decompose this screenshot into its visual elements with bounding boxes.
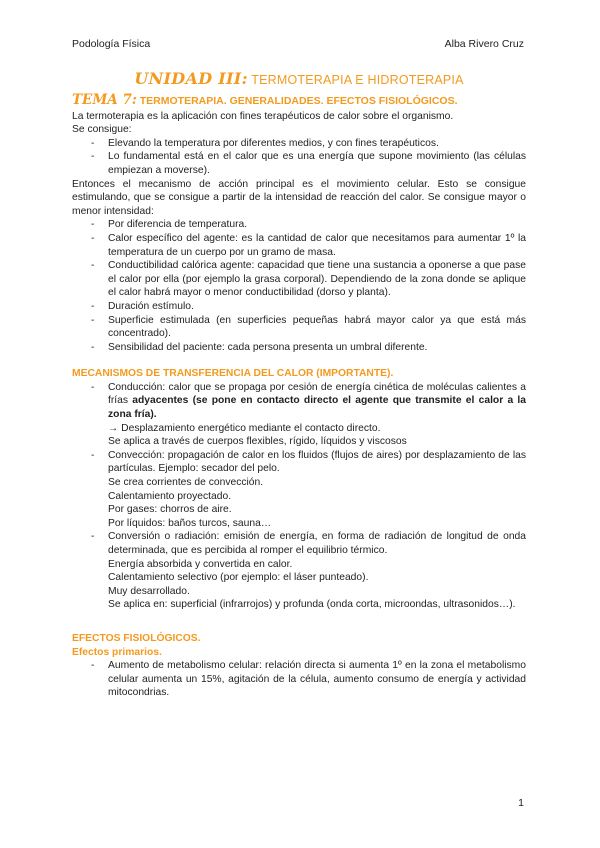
unit-label: UNIDAD III: — [134, 69, 248, 88]
radiacion-line: Energía absorbida y convertida en calor. — [108, 558, 293, 570]
list-item: - Duración estímulo. — [91, 300, 526, 314]
list-item-conveccion — [91, 449, 526, 531]
topic-title — [72, 94, 526, 109]
list-item-conduccion — [91, 381, 526, 449]
conduccion-line: → Desplazamiento energético mediante el contacto directo. — [108, 422, 381, 434]
conveccion-line: Se crea corrientes de convección. — [108, 477, 264, 489]
efectos-list — [91, 659, 526, 700]
list-item: - Aumento de metabolismo celular: relación directa si aumenta 1º en la zona el metabolismo celular aumenta un 15%, agitación de la célula, aumento consumo de energía y actividad mitocondrias. — [91, 659, 526, 700]
intensity-list — [91, 218, 526, 354]
conduccion-text: Conducción: calor que se propaga por cesión de energía cinética de moléculas calientes a frías — [108, 381, 526, 407]
list-item: - Por diferencia de temperatura. — [91, 218, 526, 232]
list-item: - Lo fundamental está en el calor que es una energía que supone movimiento (las células empiezan a moverse). — [91, 150, 526, 177]
radiacion-text: Conversión o radiación: emisión de energía, en forma de radiación de longitud de onda determinada, que es percibida al romper el equilibrio térmico. — [108, 531, 526, 556]
document-body — [72, 69, 527, 700]
unit-title — [72, 69, 526, 94]
mechanism-paragraph: Entonces el mecanismo de acción principal es el movimiento celular. Esto se consigue estimulando, que se consigue a partir de la intensidad de reacción del calor. Se consigue mayor o menor intensidad: — [72, 178, 526, 217]
list-item: - Calor específico del agente: es la cantidad de calor que necesitamos para aumentar 1º la temperatura de un cuerpo por un gramo de masa. — [91, 232, 526, 259]
topic-label: TEMA 7: — [72, 92, 137, 108]
intro-paragraph: La termoterapia es la aplicación con fines terapéuticos de calor sobre el organismo. — [72, 110, 454, 122]
intro-paragraph: Se consigue: — [72, 124, 132, 136]
list-item: - Elevando la temperatura por diferentes medios, y con fines terapéuticos. — [91, 137, 526, 151]
unit-title-text: TERMOTERAPIA E HIDROTERAPIA — [247, 73, 464, 87]
radiacion-line: Calentamiento selectivo (por ejemplo: el láser punteado). — [108, 572, 369, 584]
header-author: Alba Rivero Cruz — [444, 38, 524, 50]
conveccion-line: Por gases: chorros de aire. — [108, 504, 232, 516]
page-number: 1 — [518, 797, 524, 809]
transfer-list — [91, 381, 526, 612]
section-heading-transfer: MECANISMOS DE TRANSFERENCIA DEL CALOR (IMPORTANTE). — [72, 368, 394, 380]
list-item: - Conductibilidad calórica agente: capacidad que tiene una sustancia a oponerse a que pase el calor por ella (por ejemplo la grasa corporal). Dependiendo de la zona donde se aplique el calor habrá mayor o menor conductibilidad (dorso y planta). — [91, 259, 526, 300]
list-item: - Sensibilidad del paciente: cada persona presenta un umbral diferente. — [91, 341, 526, 355]
radiacion-line: Se aplica en: superficial (infrarrojos) y profunda (onda corta, microondas, ultrasonidos…). — [108, 599, 516, 611]
subsection-heading-primarios: Efectos primarios. — [72, 646, 162, 658]
conduccion-line: Se aplica a través de cuerpos flexibles, rígido, líquidos y viscosos — [108, 436, 407, 448]
conveccion-text: Convección: propagación de calor en los fluidos (flujos de aires) por desplazamiento de las partículas. Ejemplo: secador del pelo. — [108, 449, 526, 475]
section-heading-efectos: EFECTOS FISIOLÓGICOS. — [72, 632, 201, 644]
topic-title-text: TERMOTERAPIA. GENERALIDADES. EFECTOS FISIOLÓGICOS. — [136, 95, 458, 107]
conveccion-line: Calentamiento proyectado. — [108, 490, 232, 502]
list-item: - Superficie estimulada (en superficies pequeñas habrá mayor calor ya que está más concentrado). — [91, 314, 526, 341]
list-item-radiacion — [91, 530, 526, 612]
consigue-list — [91, 137, 526, 178]
conduccion-bold-text: adyacentes (se pone en contacto directo el agente que transmite el calor a la zona fría). — [108, 395, 527, 421]
conveccion-line: Por líquidos: baños turcos, sauna… — [108, 517, 272, 529]
radiacion-line: Muy desarrollado. — [108, 585, 190, 597]
header-subject: Podología Física — [72, 38, 151, 50]
